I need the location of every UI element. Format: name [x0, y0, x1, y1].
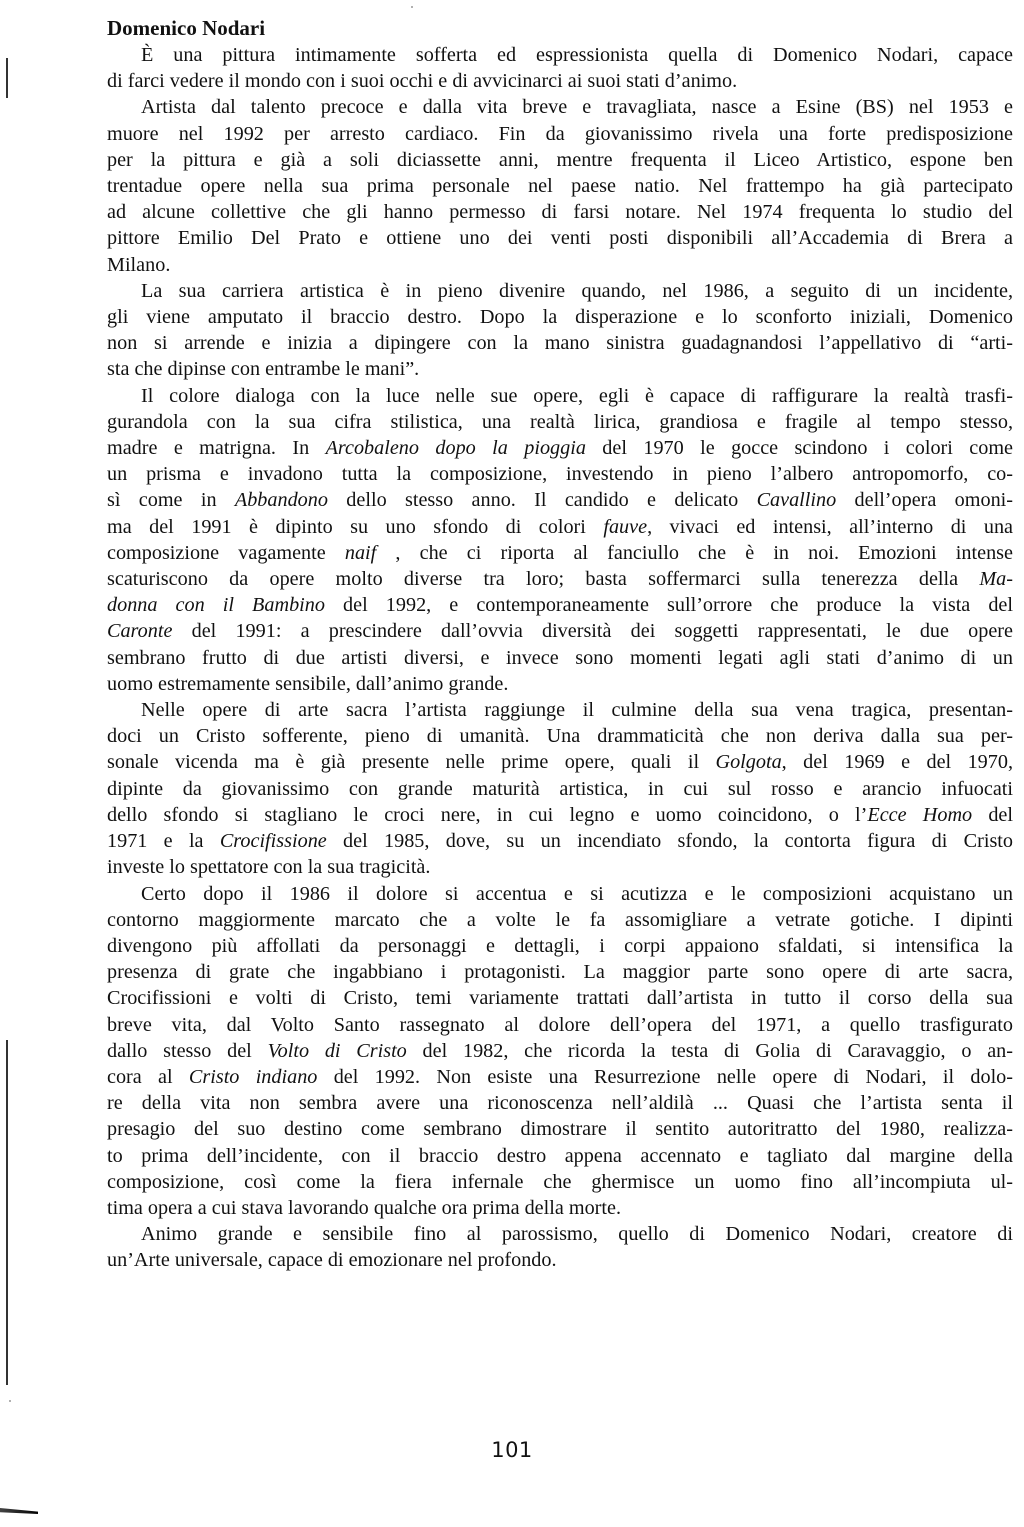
paragraph [107, 881, 1013, 1222]
text-line: ad alcune collettive che gli hanno permesso di farsi notare. Nel 1974 frequenta lo studio del [107, 201, 1013, 224]
text-line: È una pittura intimamente sofferta ed espressionista quella di Domenico Nodari, capace [141, 44, 1013, 66]
text-line: presagio del suo destino come sembrano dimostrare il sentito autoritratto del 1980, realizza- [107, 1118, 1013, 1141]
text-line: sembrano frutto di due artisti diversi, e invece sono momenti legati agli stati d’animo di un [107, 646, 1013, 669]
text-line: doci un Cristo sofferente, pieno di umanità. Una drammaticità che non deriva dalla sua per- [107, 725, 1013, 748]
text-line: to prima dell’incidente, con il braccio destro appena accennato e tagliato dal margine della [107, 1144, 1013, 1167]
text-line: contorno maggiormente marcato che a volte le fa assomigliare a vetrate gotiche. I dipinti [107, 908, 1013, 931]
text-line: La sua carriera artistica è in pieno divenire quando, nel 1986, a seguito di un incidente, [141, 279, 1013, 302]
text-line: 1971 e la Crocifissione del 1985, dove, su un incendiato sfondo, la contorta figura di Cristo [107, 830, 1013, 853]
scan-speck [9, 1400, 11, 1402]
text-line: sta che dipinse con entrambe le mani”. [107, 358, 420, 381]
text-line: divengono più affollati da personaggi e dettagli, i corpi appaiono sfaldati, si intensifica la [107, 934, 1013, 957]
text-line: ma del 1991 è dipinto su uno sfondo di colori fauve, vivaci ed intensi, all’interno di una [107, 515, 1013, 538]
page-number: 101 [491, 1438, 533, 1462]
paragraph [107, 1221, 1013, 1273]
text-line: uomo estremamente sensibile, dall’animo grande. [107, 672, 509, 695]
text-line: gurandola con la sua cifra stilistica, una realtà lirica, grandiosa e fragile al tempo stesso, [107, 410, 1013, 433]
text-line: Animo grande e sensibile fino al parossismo, quello di Domenico Nodari, creatore di [141, 1223, 1013, 1246]
text-line: breve vita, dal Volto Santo rassegnato al dolore dell’opera del 1971, a quello trasfigurato [107, 1013, 1013, 1036]
text-line: Certo dopo il 1986 il dolore si accentua e si acutizza e le composizioni acquistano un [141, 882, 1013, 905]
scan-artifact [0, 1508, 38, 1514]
text-line: presenza di grate che ingabbiano i protagonisti. La maggior parte sono opere di arte sacra, [107, 961, 1013, 984]
text-line: madre e matrigna. In Arcobaleno dopo la pioggia del 1970 le gocce scindono i colori come [107, 437, 1013, 460]
scan-margin-line [6, 58, 8, 98]
text-line: dello sfondo si stagliano le croci nere, in cui legno e uomo coincidono, o l’Ecce Homo del [107, 803, 1013, 826]
text-line: di farci vedere il mondo con i suoi occhi e di avvicinarci ai suoi stati d’animo. [107, 70, 738, 93]
text-line: un’Arte universale, capace di emozionare nel profondo. [107, 1249, 557, 1272]
document-body [107, 14, 1013, 1274]
text-line: muore nel 1992 per arresto cardiaco. Fin da giovanissimo rivela una forte predisposizione [107, 122, 1013, 145]
text-line: un prisma e invadono tutta la composizione, investendo in pieno l’albero antropomorfo, co- [107, 463, 1013, 486]
text-line: dipinte da giovanissimo con grande maturità artistica, in cui sul rosso e arancio infuocati [107, 777, 1013, 800]
text-line: Artista dal talento precoce e dalla vita breve e travagliata, nasce a Esine (BS) nel 1953 e [141, 96, 1013, 119]
document-title: Domenico Nodari [107, 16, 266, 40]
text-line: Nelle opere di arte sacra l’artista raggiunge il culmine della sua vena tragica, presentan- [141, 699, 1013, 722]
text-line: Milano. [107, 253, 171, 276]
text-line: re della vita non sembra avere una riconoscenza nell’aldilà ... Quasi che l’artista senta il [107, 1092, 1013, 1115]
paragraph [107, 383, 1013, 697]
paragraph [107, 42, 1013, 94]
scan-speck [411, 6, 413, 8]
text-line: composizione, così come la fiera infernale che ghermisce un uomo fino all’incompiuta ul- [107, 1170, 1013, 1193]
paragraph [107, 94, 1013, 277]
text-line: Caronte del 1991: a prescindere dall’ovvia diversità dei soggetti rappresentati, le due opere [107, 620, 1013, 643]
paragraphs-container [107, 42, 1013, 1274]
text-line: dallo stesso del Volto di Cristo del 1982, che ricorda la testa di Golia di Caravaggio, o an- [107, 1039, 1013, 1062]
text-line: trentadue opere nella sua prima personale nel paese natio. Nel frattempo ha già partecipato [107, 175, 1013, 198]
text-line: per la pittura e già a soli diciassette anni, mentre frequenta il Liceo Artistico, espone ben [107, 148, 1013, 171]
paragraph [107, 278, 1013, 383]
text-line: sì come in Abbandono dello stesso anno. Il candido e delicato Cavallino dell’opera omoni- [107, 489, 1013, 512]
text-line: Crocifissioni e volti di Cristo, temi variamente trattati dall’artista in tutto il corso della sua [107, 987, 1013, 1010]
text-line: scaturiscono da opere molto diverse tra loro; basta soffermarci sulla tenerezza della Ma- [107, 568, 1013, 591]
text-line: donna con il Bambino del 1992, e contemporaneamente sull’orrore che produce la vista del [107, 594, 1013, 617]
text-line: Il colore dialoga con la luce nelle sue opere, egli è capace di raffigurare la realtà trasfi- [141, 384, 1013, 407]
text-line: non si arrende e inizia a dipingere con la mano sinistra guadagnandosi l’appellativo di “arti- [107, 332, 1013, 355]
text-line: sonale vicenda ma è già presente nelle prime opere, quali il Golgota, del 1969 e del 1970, [107, 751, 1013, 774]
text-line: investe lo spettatore con la sua tragicità. [107, 856, 431, 879]
paragraph [107, 697, 1013, 880]
scan-margin-line [6, 1040, 8, 1385]
text-line: tima opera a cui stava lavorando qualche ora prima della morte. [107, 1196, 622, 1219]
text-line: gli viene amputato il braccio destro. Dopo la disperazione e lo sconforto iniziali, Domenico [107, 306, 1013, 329]
text-line: composizione vagamente naif , che ci riporta al fanciullo che è in noi. Emozioni intense [107, 541, 1013, 564]
text-line: pittore Emilio Del Prato e ottiene uno dei venti posti disponibili all’Accademia di Brera a [107, 227, 1013, 250]
text-line: cora al Cristo indiano del 1992. Non esiste una Resurrezione nelle opere di Nodari, il dolo- [107, 1065, 1013, 1088]
